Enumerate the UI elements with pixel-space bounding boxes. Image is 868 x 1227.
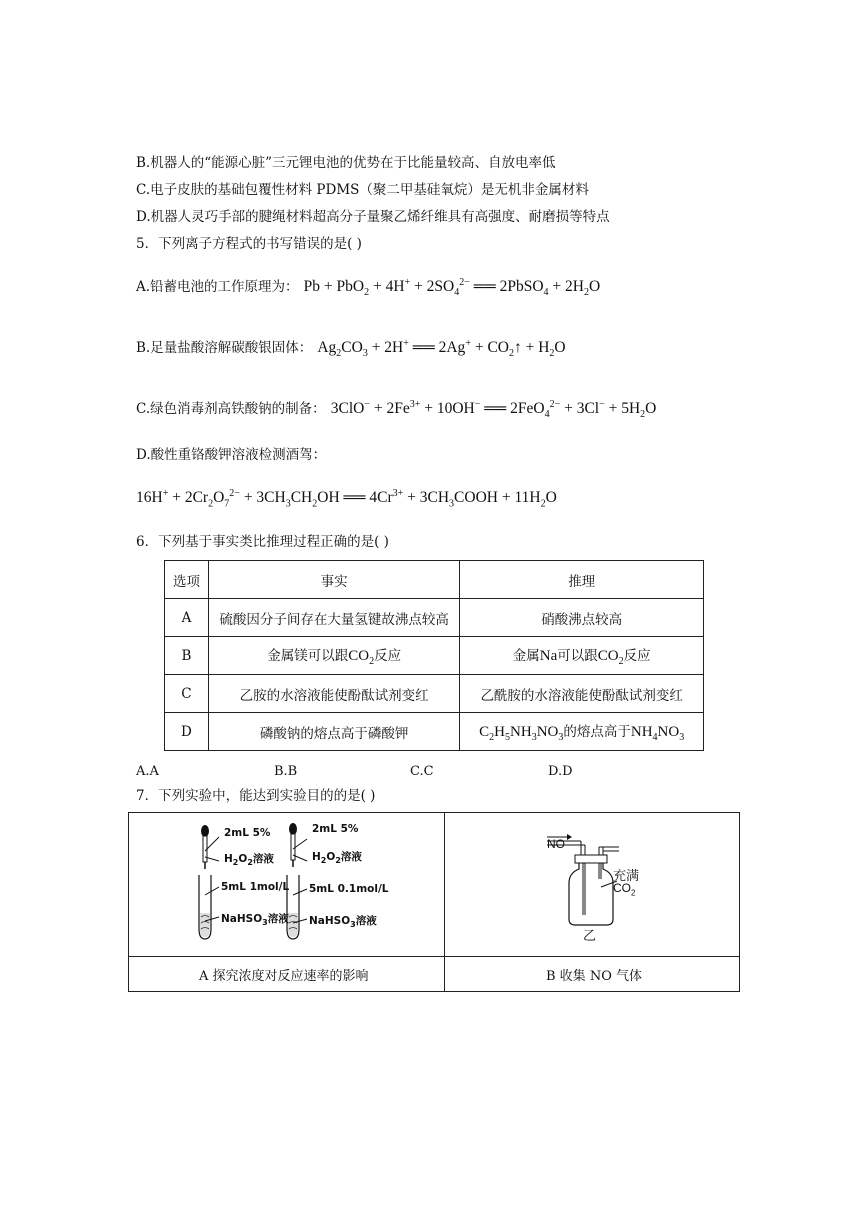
table-row [165, 637, 704, 675]
row-c-fact: 乙胺的水溶液能使酚酞试剂变红 [208, 675, 459, 713]
tube1-concentration: 5mL 1mol/L [221, 881, 290, 893]
q7-experiment-table [128, 812, 740, 992]
q5-option-b [136, 337, 566, 359]
q5-option-b-label: B.足量盐酸溶解碳酸银固体： [136, 340, 313, 356]
q5-equation-c: $3ClO^- + 2Fe^{3+} + 10OH^-$ ══ $2FeO_4^{2-} + 3Cl^- + 5H_2O$ [330, 398, 657, 421]
q5-equation-d: $16H^+ + 2Cr_2O_7^{2-} + 3CH_3CH_2OH$ ══ $4Cr^{3+}$ + $3CH_3COOH + 11H_2O$ [136, 488, 557, 510]
divider [444, 813, 445, 991]
gas-label: NO [547, 837, 565, 851]
bottle-name-label: 乙 [583, 929, 597, 944]
row-c-inference: 乙酰胺的水溶液能使酚酞试剂变红 [460, 675, 704, 713]
q5-equation-a: $Pb + PbO_2 + 4H^+ + 2SO_4^{2-}$ ══ 2PbSO$_4$ + $2H_2O$ [303, 276, 601, 299]
q5-option-a-label: A.铅蓄电池的工作原理为： [136, 279, 299, 295]
q7-caption-a: A 探究浓度对反应速率的影响 [199, 969, 369, 984]
q4-option-d: D.机器人灵巧手部的腱绳材料超高分子量聚乙烯纤维具有高强度、耐磨损等特点 [136, 209, 610, 225]
q6-answer-b: B.B [274, 764, 298, 779]
row-b-option: B [165, 637, 209, 675]
q6-answer-c: C.C [410, 764, 434, 779]
row-c-option: C [165, 675, 209, 713]
row-d-option: D [165, 713, 209, 751]
divider [129, 956, 739, 957]
q5-option-c-label: C.绿色消毒剂高铁酸钠的制备： [136, 401, 326, 417]
q5-option-a [136, 276, 600, 298]
q6-table [164, 560, 704, 751]
header-inference: 推理 [460, 561, 704, 599]
row-b-fact: 金属镁可以跟$CO_2$反应 [208, 637, 459, 675]
dropper1-solution: $H_2O_2$溶液 [224, 853, 274, 868]
row-a-option: A [165, 599, 209, 637]
q5-option-c [136, 398, 656, 420]
row-b-inference: 金属Na可以跟$CO_2$反应 [460, 637, 704, 675]
header-fact: 事实 [208, 561, 459, 599]
tube2-concentration: 5mL 0.1mol/L [309, 883, 389, 895]
q5-stem: 5．下列离子方程式的书写错误的是( ) [136, 236, 362, 252]
header-option: 选项 [165, 561, 209, 599]
q6-answer-d: D.D [548, 764, 573, 779]
dropper2-solution: $H_2O_2$溶液 [312, 851, 362, 866]
q5-equation-b: $Ag_2CO_3 + 2H^+$ ══ $2Ag^+ + CO_2↑ + H_2O$ [317, 337, 566, 360]
dropper1-volume: 2mL 5% [224, 827, 271, 839]
table-row [165, 599, 704, 637]
bottle-fill-label: 充满 [613, 869, 640, 884]
q5-option-d-label: D.酸性重铬酸钾溶液检测酒驾： [136, 447, 327, 463]
table-row [165, 561, 704, 599]
table-row [165, 675, 704, 713]
table-row [165, 713, 704, 751]
bottle-gas-label: $CO_2$ [613, 881, 636, 898]
q4-option-c: C.电子皮肤的基础包覆性材料 PDMS（聚二甲基硅氧烷）是无机非金属材料 [136, 182, 589, 198]
dropper2-volume: 2mL 5% [312, 823, 359, 835]
q6-stem: 6．下列基于事实类比推理过程正确的是( ) [136, 534, 389, 550]
tube1-solution: NaHSO$_3$溶液 [221, 913, 289, 928]
q4-option-b: B.机器人的“能源心脏”三元锂电池的优势在于比能量较高、自放电率低 [136, 155, 556, 171]
q7-caption-b: B 收集 NO 气体 [546, 969, 642, 984]
q6-answer-a: A.A [136, 764, 159, 779]
tube2-solution: NaHSO$_3$溶液 [309, 915, 377, 930]
q7-stem: 7．下列实验中，能达到实验目的的是( ) [136, 788, 376, 804]
row-d-inference: $C_2H_5NH_3NO_3$的熔点高于$NH_4NO_3$ [460, 713, 704, 751]
row-a-inference: 硝酸沸点较高 [460, 599, 704, 637]
row-d-fact: 磷酸钠的熔点高于磷酸钾 [208, 713, 459, 751]
row-a-fact: 硫酸因分子间存在大量氢键故沸点较高 [208, 599, 459, 637]
